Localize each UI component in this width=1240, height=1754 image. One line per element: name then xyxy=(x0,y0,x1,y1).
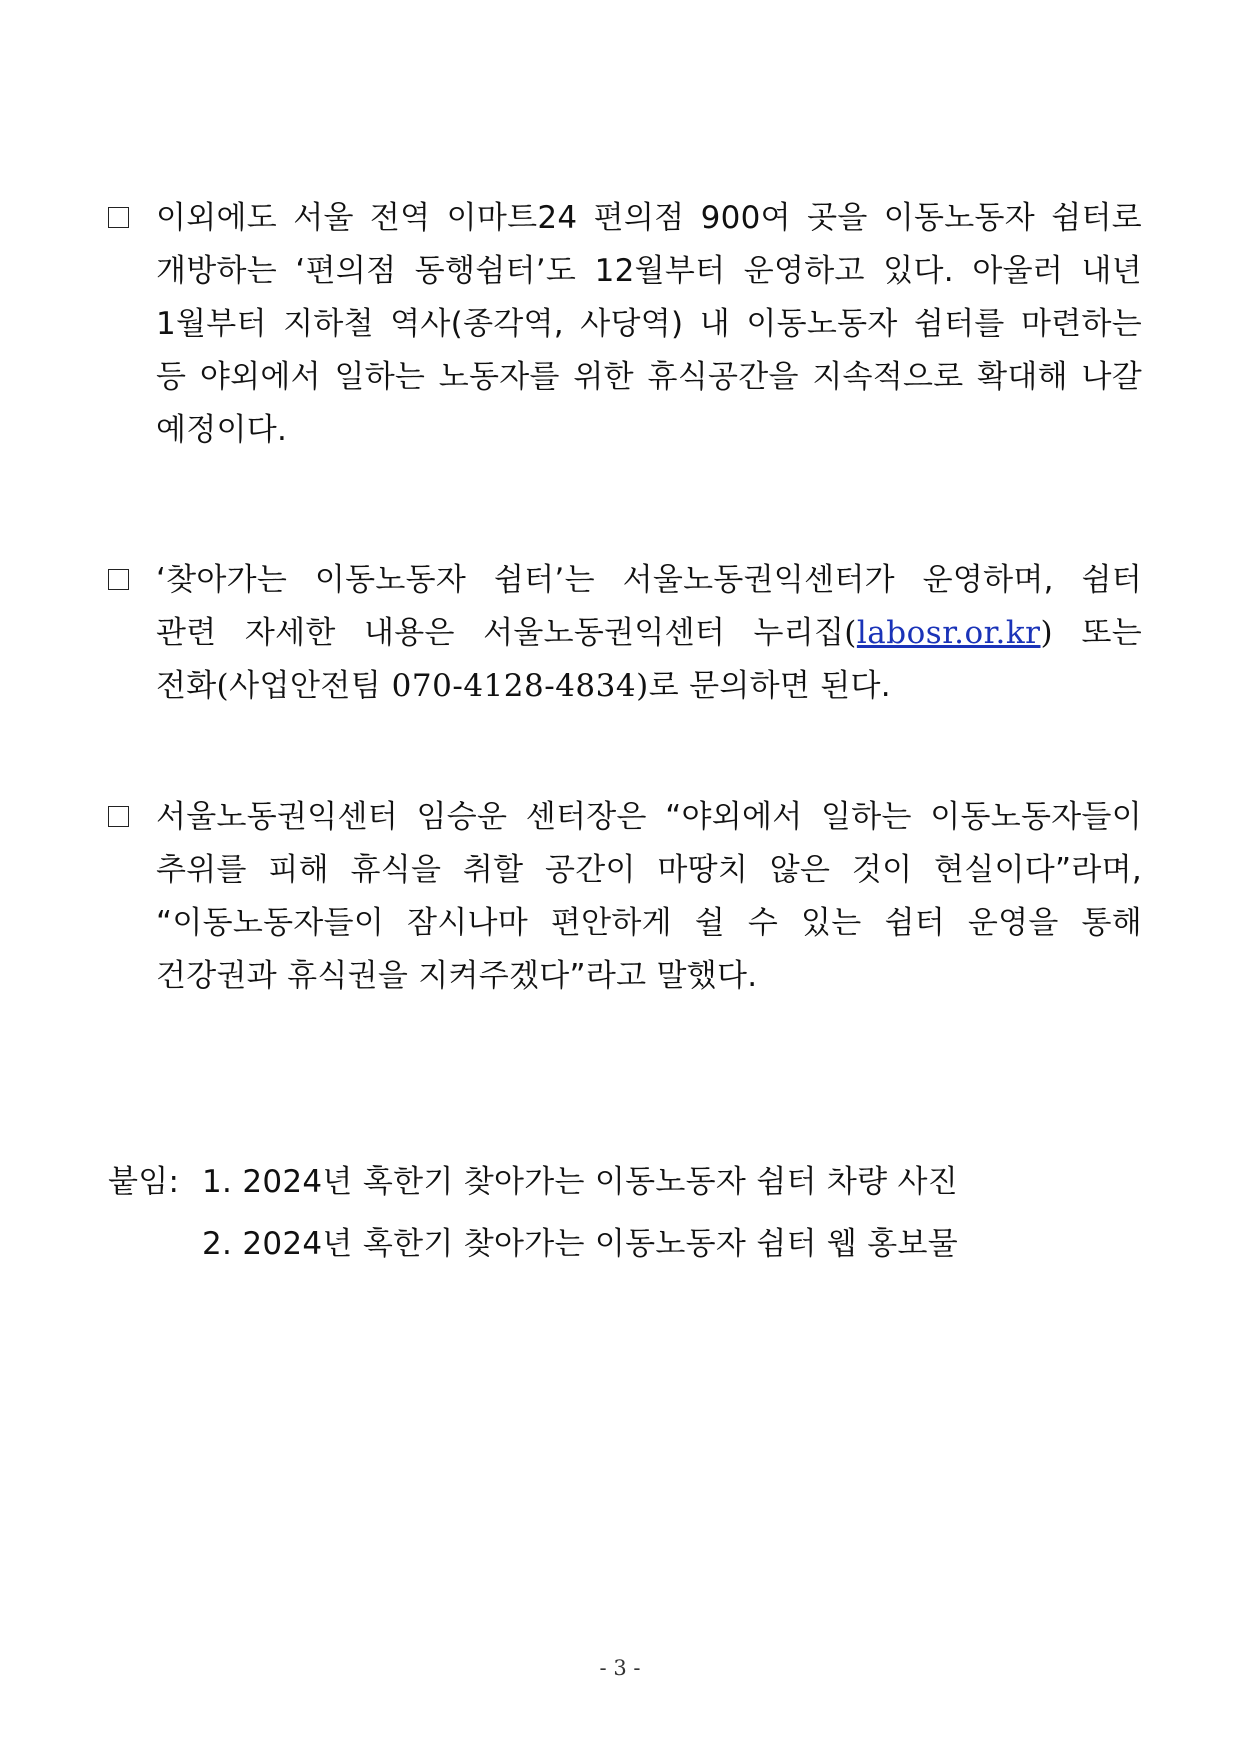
paren-close: ) xyxy=(1040,615,1054,651)
paren-open: ( xyxy=(844,615,857,651)
website-link[interactable]: labosr.or.kr xyxy=(856,615,1041,651)
paragraph-3-line: “이동노동자들이 잠시나마 편안하게 쉴 수 있는 쉼터 운영을 통해 xyxy=(156,905,1142,941)
paragraph-1-line: 개방하는 ‘편의점 동행쉼터’도 12월부터 운영하고 있다. 아울러 내년 xyxy=(156,253,1142,289)
paragraph-2-text: 전화 xyxy=(156,668,217,704)
paragraph-1-line: 등 야외에서 일하는 노동자를 위한 휴식공간을 지속적으로 확대해 나갈 xyxy=(156,359,1142,395)
paragraph-2-text: 또는 xyxy=(1053,615,1142,651)
paragraph-3-line: 서울노동권익센터 임승운 센터장은 “야외에서 일하는 이동노동자들이 xyxy=(156,799,1142,835)
paragraph-1-line: 이외에도 서울 전역 이마트24 편의점 900여 곳을 이동노동자 쉼터로 xyxy=(156,200,1142,236)
paragraph-2-line xyxy=(156,666,1142,706)
paragraph-1-line: 1월부터 지하철 역사(종각역, 사당역) 내 이동노동자 쉼터를 마련하는 xyxy=(156,306,1142,342)
page-number: - 3 - xyxy=(599,1656,641,1680)
paragraph-2-text: 관련 자세한 내용은 서울노동권익센터 누리집 xyxy=(156,615,845,651)
paragraph-2-line: ‘찾아가는 이동노동자 쉼터’는 서울노동권익센터가 운영하며, 쉼터 xyxy=(156,562,1142,598)
checkbox-square-icon xyxy=(108,207,129,228)
attachment-item: 1. 2024년 혹한기 찾아가는 이동노동자 쉼터 차량 사진 xyxy=(202,1164,959,1200)
checkbox-square-icon xyxy=(108,569,129,590)
paragraph-1-line: 예정이다. xyxy=(156,412,288,448)
attachments-label: 붙임: xyxy=(108,1164,180,1200)
checkbox-square-icon xyxy=(108,806,129,827)
phone-number: (사업안전팀 070-4128-4834) xyxy=(216,668,649,704)
paragraph-3-line: 추위를 피해 휴식을 취할 공간이 마땅치 않은 것이 현실이다”라며, xyxy=(156,852,1142,888)
paragraph-3-line: 건강권과 휴식권을 지켜주겠다”라고 말했다. xyxy=(156,958,758,994)
attachment-item: 2. 2024년 혹한기 찾아가는 이동노동자 쉼터 웹 홍보물 xyxy=(202,1226,959,1262)
paragraph-2-text: 로 문의하면 된다. xyxy=(648,668,891,704)
paragraph-2-line xyxy=(156,613,1142,653)
